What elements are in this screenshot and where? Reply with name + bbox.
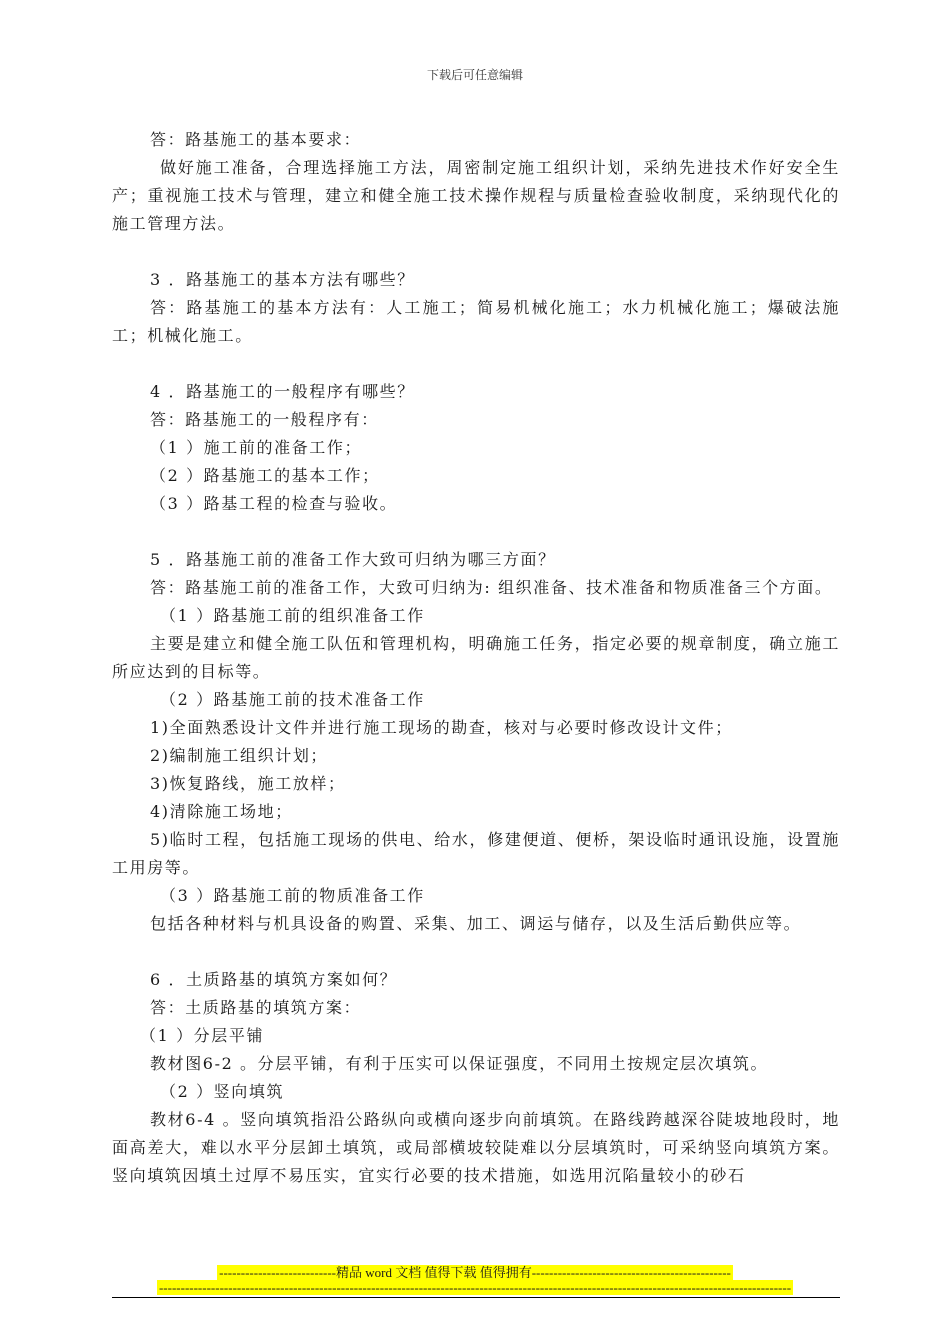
- paragraph: （3 ）路基施工前的物质准备工作: [160, 886, 425, 905]
- paragraph: 教材图6-2 。分层平铺，有利于压实可以保证强度，不同用土按规定层次填筑。: [150, 1054, 769, 1073]
- paragraph: （2 ）竖向填筑: [160, 1082, 285, 1101]
- paragraph: 5 ．路基施工前的准备工作大致可归纳为哪三方面？: [150, 550, 556, 569]
- paragraph: （2 ）路基施工的基本工作；: [150, 466, 380, 485]
- paragraph: 4)清除施工场地；: [150, 802, 293, 821]
- paragraph: 2)编制施工组织计划；: [150, 746, 329, 765]
- paragraph-gap: [112, 350, 840, 378]
- page-header: 下载后可任意编辑: [426, 68, 523, 82]
- paragraph: 6 ．土质路基的填筑方案如何？: [150, 970, 398, 989]
- paragraph: 1)全面熟悉设计文件并进行施工现场的勘查，核对与必要时修改设计文件；: [150, 718, 733, 737]
- paragraph-gap: [112, 938, 840, 966]
- paragraph: 3)恢复路线，施工放样；: [150, 774, 346, 793]
- footer-text-1: ---------------------------精品 word 文档 值得下载 值得拥有----------------------------------------------: [219, 1265, 731, 1280]
- paragraph: 做好施工准备，合理选择施工方法，周密制定施工组织计划，采纳先进技术作好安全生产；重视施工技术与管理，建立和健全施工技术操作规程与质量检查验收制度，采纳现代化的施工管理方法。: [112, 158, 840, 233]
- paragraph: 主要是建立和健全施工队伍和管理机构，明确施工任务，指定必要的规章制度，确立施工所应达到的目标等。: [112, 634, 840, 681]
- footer-rule: [112, 1297, 840, 1298]
- paragraph: 4 ．路基施工的一般程序有哪些？: [150, 382, 415, 401]
- paragraph: 包括各种材料与机具设备的购置、采集、加工、调运与储存，以及生活后勤供应等。: [150, 914, 802, 933]
- paragraph: 教材6-4 。竖向填筑指沿公路纵向或横向逐步向前填筑。在路线跨越深谷陡坡地段时，地面高差大，难以水平分层卸土填筑，或局部横坡较陡难以分层填筑时，可采纳竖向填筑方案。竖向填筑因填土过厚不易压实，宜实行必要的技术措施，如选用沉陷量较小的砂石: [112, 1110, 840, 1185]
- paragraph-gap: [112, 518, 840, 546]
- footer-line-2: [0, 1280, 950, 1296]
- paragraph: 5)临时工程，包括施工现场的供电、给水，修建便道、便桥，架设临时通讯设施，设置施工用房等。: [112, 830, 840, 877]
- paragraph: （1 ）路基施工前的组织准备工作: [160, 606, 425, 625]
- document-body: [112, 126, 840, 1190]
- paragraph: 3 ．路基施工的基本方法有哪些？: [150, 270, 415, 289]
- paragraph: （2 ）路基施工前的技术准备工作: [160, 690, 425, 709]
- footer-line-1: [0, 1262, 950, 1281]
- paragraph: 答：路基施工的基本方法有：人工施工；简易机械化施工；水力机械化施工；爆破法施工；机械化施工。: [112, 298, 840, 345]
- paragraph: 答：路基施工的一般程序有：: [150, 410, 379, 429]
- paragraph: （1 ）施工前的准备工作；: [150, 438, 363, 457]
- paragraph-gap: [112, 238, 840, 266]
- paragraph: （1 ）分层平铺: [140, 1026, 265, 1045]
- paragraph: 答：路基施工的基本要求：: [150, 130, 362, 149]
- paragraph: 答：土质路基的填筑方案：: [150, 998, 362, 1017]
- paragraph: 答：路基施工前的准备工作，大致可归纳为: 组织准备、技术准备和物质准备三个方面。: [150, 578, 833, 597]
- footer-text-2: --------------------------------------------------------------------------------------------------------------------------------------------------: [158, 1280, 792, 1295]
- paragraph: （3 ）路基工程的检查与验收。: [150, 494, 398, 513]
